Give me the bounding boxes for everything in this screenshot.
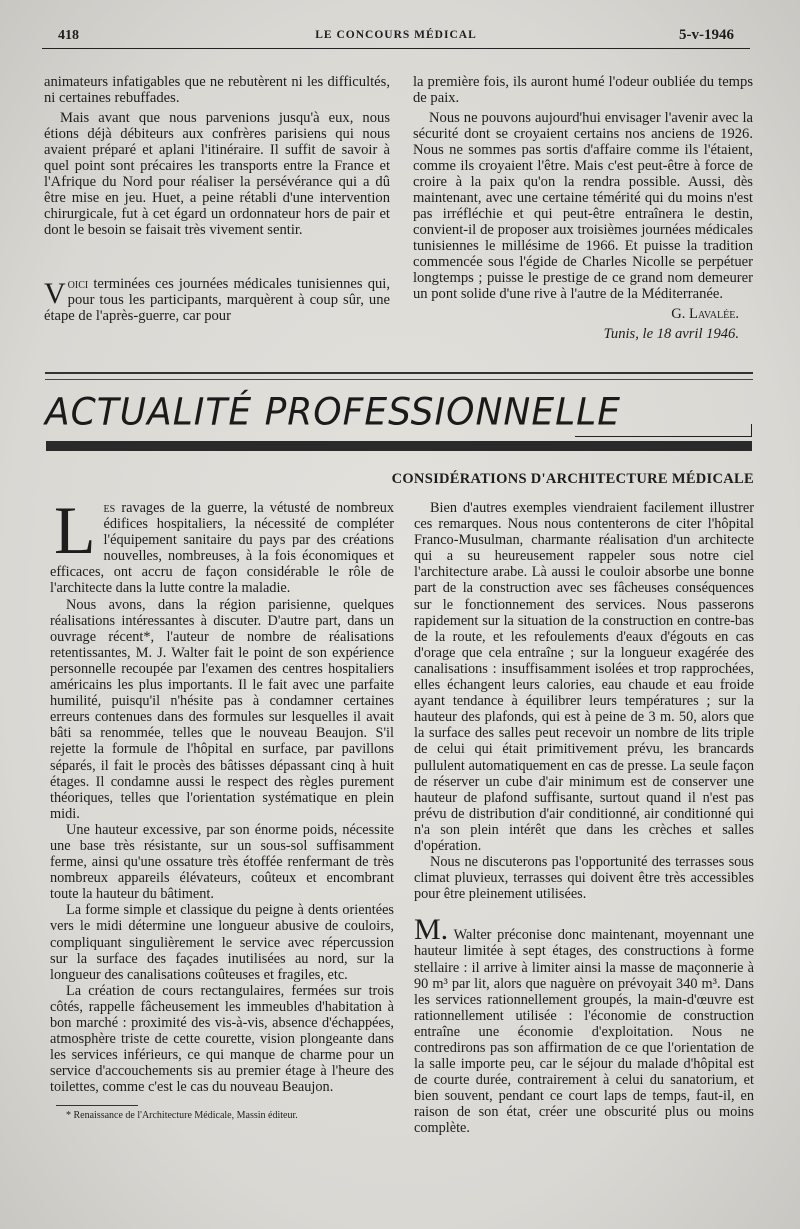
paragraph: La forme simple et classique du peigne à dents orientées vers le midi détermine une longueur abusive de couloirs, compliquant singulièrement le service avec répercussion sur la surface des façades inutilisées au nord, sur la longueur des canalisations coûteuses et fragiles, etc. [50,902,394,983]
paragraph: la première fois, ils auront humé l'odeur oubliée du temps de paix. [413,74,753,106]
title-decoration-line [575,424,752,437]
article-right-column [414,500,754,1137]
footnote: * Renaissance de l'Architecture Médicale, Massin éditeur. [66,1110,298,1122]
page-number: 418 [58,28,79,43]
author-signature: G. Lavalée. [671,306,739,322]
article-title: CONSIDÉRATIONS D'ARCHITECTURE MÉDICALE [391,471,754,487]
place-date: Tunis, le 18 avril 1946. [603,326,739,342]
drop-cap: V [44,277,66,310]
previous-article-right-column [413,74,753,346]
journal-title: LE CONCOURS MÉDICAL [315,29,477,41]
running-header [42,22,750,49]
paragraph: Mais avant que nous parvenions jusqu'à eux, nous étions déjà débiteurs aux confrères parisiens qui nous avaient préparé et aplani l'itinéraire. Il suffit de savoir à quel point sont précaires les transports entre la France et l'Afrique du Nord pour réaliser la persévérance qui a dû être mise en jeu. Huet, a peine rétabli d'une intervention chirurgicale, fut à cet égard un ordonnateur hors de pair et dont le besoin se faisait très vivement sentir. [44,110,390,238]
paragraph: Nous ne discuterons pas l'opportunité des terrasses sous climat pluvieux, terrasses qui doivent être très accessibles pour être pleinement utilisées. [414,854,754,903]
paragraph: Une hauteur excessive, par son énorme poids, nécessite une base très résistante, sur un sous-sol suffisamment ferme, ainsi qu'une ossature très étoffée renfermant de très nombreux appareils élévateurs, coûteux et encombrant toute la hauteur du bâtiment. [50,821,394,903]
section-divider [45,372,753,380]
drop-cap: L [54,492,96,568]
paragraph: Voici terminées ces journées médicales tunisiennes qui, pour tous les participants, marquèrent à coup sûr, une étape de l'après-guerre, car pour [44,276,390,324]
paragraph: animateurs infatigables que ne rebutèrent ni les difficultés, ni certaines rebuffades. [44,74,390,106]
section-thick-rule [46,441,752,451]
paragraph: Nous ne pouvons aujourd'hui envisager l'avenir avec la sécurité dont se croyaient certains nos anciens de 1926. Nous ne sommes pas sortis d'affaire comme ils l'étaient, comme ils croyaient l'être. Mais c'est peut-être à force de croire à la paix qu'on la rendra possible. Aussi, dès maintenant, avec une certaine témérité qui du moins n'est pas irréfléchie et qui peut-être entraînera le destin, convient-il de proposer aux troisièmes journées médicales tunisiennes le millésime de 1966. Et puisse la tradition commencée sous l'égide de Charles Nicolle se perpétuer longtemps ; puisse le prestige de ce grand nom demeurer un pont solide d'une rive à l'autre de la Méditerranée. [413,110,753,302]
section-title: ACTUALITÉ PROFESSIONNELLE [45,390,621,435]
issue-date: 5-v-1946 [679,27,734,43]
paragraph: La création de cours rectangulaires, fermées sur trois côtés, rappelle fâcheusement les immeubles d'habitation à bon marché : proximité des vis-à-vis, absence d'échappées, atmosphère triste de cette courette, vision plongeante dans les services inférieurs, ce qui manque de charme pour un service d'accouchements sis au premier étage à l'heure des toilettes, comme c'est le cas du nouveau Beaujon. [50,982,394,1096]
paragraph: Bien d'autres exemples viendraient facilement illustrer ces remarques. Nous nous contenterons de citer l'hôpital Franco-Musulman, charmante réalisation d'un architecte qui a su heureusement rappeler sous notre ciel l'architecture arabe. Là aussi le couloir absorbe une bonne part de la construction avec ses fâcheuses conséquences sur le fonctionnement des services. Nous passerons rapidement sur la situation de la construction en contre-bas de la route, et les refoulements d'eaux d'égouts en cas d'orage que cela entraîne ; sur la longueur exagérée des canalisations : insuffisamment isolées et trop rapprochées, elles échangent leurs calories, eau chaude et eau froide ayant tendance à équilibrer leurs températures ; sur la hauteur des plafonds, qui est à peine de 3 m. 50, alors que la surface des salles peut recevoir un nombre de lits triple de celui qui était primitivement prévu, les brancards pullulent automatiquement en cas de presse. La seule façon de réserver un cube d'air minimum est de conserver une hauteur de plafond suffisante, surtout quand il n'est pas prévu de distribution d'air conditionné, air conditionné qui n'a son plein intérêt que dans les crèches et salles d'opération. [414,500,754,854]
article-left-column [50,492,394,1122]
previous-article-left-column [44,74,390,328]
paragraph: Les ravages de la guerre, la vétusté de nombreux édifices hospitaliers, la nécessité de compléter l'équipement sanitaire du pays par des créations nouvelles, nombreuses, à la fois économiques et efficaces, ont accru de façon considérable le rôle de l'architecte dans la lutte contre la maladie. [50,492,394,597]
drop-cap: M. [414,913,449,947]
paragraph: Nous avons, dans la région parisienne, quelques réalisations intéressantes à discuter. D'autre part, dans un ouvrage récent*, l'auteur de nombre de réalisations retentissantes, M. J. Walter fait le point de son expérience personnelle recoupée par l'examen des centres hospitaliers américains les plus importants. Il le fait avec une parfaite humilité, puisqu'il n'hésite pas à condamner certaines erreurs contenues dans des formules sur lesquelles il avait bâti sa renommée, telles que le nouveau Beaujon. S'il rejette la formule de l'hôpital en surface, par pavillons séparés, il fait le procès des bâtisses dépassant cinq à huit étages. Il condamne aussi le respect des règles purement théoriques, telles que l'orientation systématique en plein midi. [50,596,394,822]
paragraph: M. Walter préconise donc maintenant, moyennant une hauteur limitée à sept étages, des constructions à forme stellaire : il arrive à limiter ainsi la masse de maçonnerie à 90 m³ par lit, alors que naguère on prévoyait 340 m³. Dans les services rationnellement groupés, la main-d'œuvre est rationnellement utilisée : l'économie de construction entraîne une économie d'exploitation. Nous ne contredirons pas son affirmation de ce que l'orientation de la salle importe peu, car le séjour du malade d'hôpital est de courte durée, contrairement à celui du sanatorium, et bien souvent, pendant ce court laps de temps, faut-il, en raison de son état, créer une obscurité plus ou moins complète. [414,913,754,1137]
footnote-rule [56,1105,138,1106]
